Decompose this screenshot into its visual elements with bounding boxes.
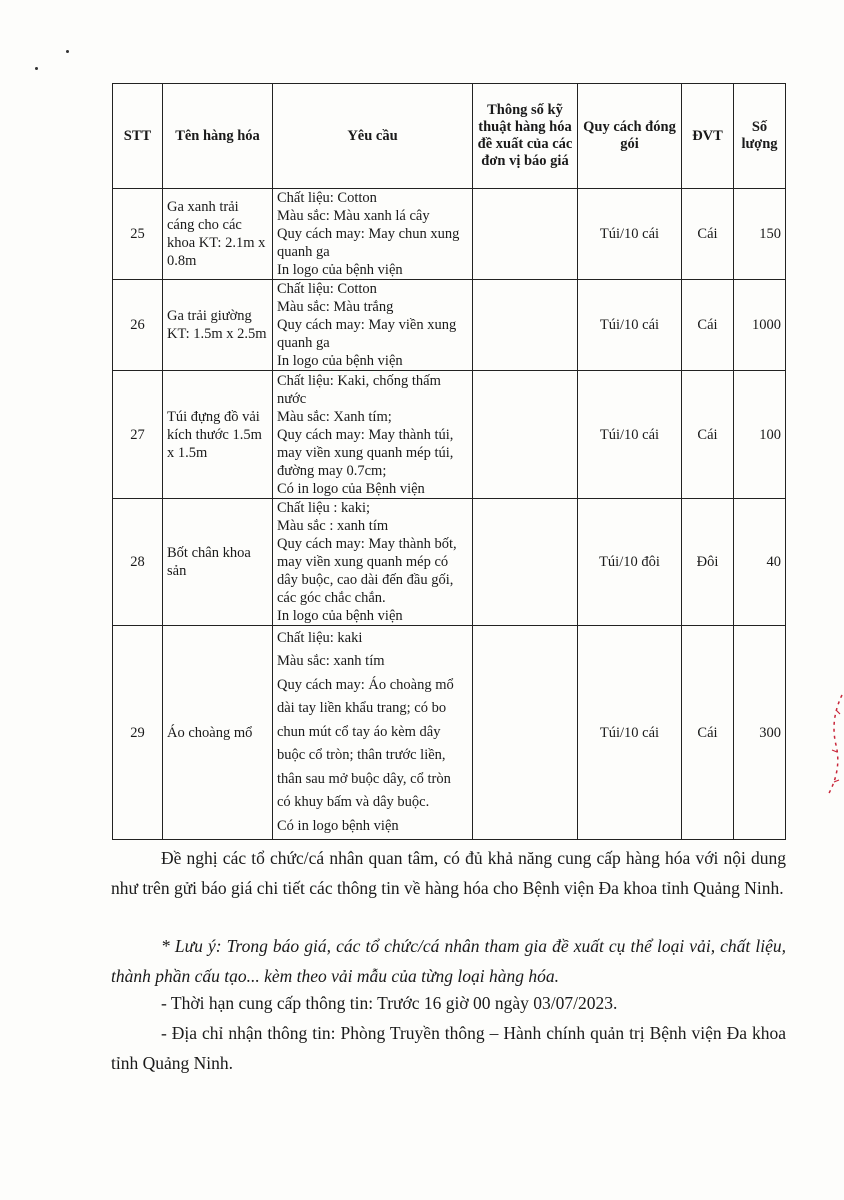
requirement-line: Màu sắc: xanh tím [277, 653, 385, 670]
header-name: Tên hàng hóa [163, 84, 273, 189]
requirement-line: Chất liệu: Cotton [277, 190, 377, 206]
cell-unit: Đôi [682, 499, 734, 626]
requirement-line: Màu sắc: Màu xanh lá cây [277, 208, 430, 224]
requirement-line: Quy cách may: May viền xung quanh ga [277, 317, 457, 351]
cell-quantity: 100 [734, 371, 786, 499]
cell-packaging: Túi/10 cái [578, 189, 682, 280]
cell-name: Túi đựng đồ vải kích thước 1.5m x 1.5m [163, 371, 273, 499]
requirement-line: Có in logo bệnh viện [277, 817, 399, 834]
cell-stt: 27 [113, 371, 163, 499]
header-requirements: Yêu cầu [273, 84, 473, 189]
table-row [113, 189, 786, 280]
requirement-line: Chất liệu: kaki [277, 629, 363, 646]
requirement-line: In logo của bệnh viện [277, 262, 403, 278]
header-stt: STT [113, 84, 163, 189]
requirement-line: Quy cách may: Áo choàng mổ dài tay liền khẩu trang; có bo chun mút cổ tay áo kèm dây buộc cổ tròn; thân trước liền, thân sau mở buộc dây, cổ tròn có khuy bấm và dây buộc. [277, 676, 454, 811]
cell-name: Bốt chân khoa sản [163, 499, 273, 626]
cell-name: Ga xanh trải cáng cho các khoa KT: 2.1m x 0.8m [163, 189, 273, 280]
requirement-line: Chất liệu: Cotton [277, 281, 377, 297]
cell-quantity: 150 [734, 189, 786, 280]
cell-requirements [273, 499, 473, 626]
table-row [113, 280, 786, 371]
cell-unit: Cái [682, 371, 734, 499]
table-row [113, 371, 786, 499]
requirement-line: Màu sắc : xanh tím [277, 518, 389, 534]
cell-name: Áo choàng mổ [163, 626, 273, 840]
cell-spec [473, 280, 578, 371]
requirement-line: Quy cách may: May chun xung quanh ga [277, 226, 460, 260]
note-paragraph: * Lưu ý: Trong báo giá, các tổ chức/cá nhân tham gia đề xuất cụ thể loại vải, chất liệu, thành phần cấu tạo... kèm theo vải mẫu của từng loại hàng hóa. [111, 936, 786, 986]
cell-unit: Cái [682, 189, 734, 280]
header-packaging: Quy cách đóng gói [578, 84, 682, 189]
requirement-line: Chất liệu : kaki; [277, 500, 371, 516]
cell-unit: Cái [682, 626, 734, 840]
cell-quantity: 300 [734, 626, 786, 840]
requirement-line: In logo của bệnh viện [277, 353, 403, 369]
requirement-line: Màu sắc: Xanh tím; [277, 408, 392, 425]
request-paragraph: Đề nghị các tổ chức/cá nhân quan tâm, có đủ khả năng cung cấp hàng hóa với nội dung như trên gửi báo giá chi tiết các thông tin về hàng hóa cho Bệnh viện Đa khoa tỉnh Quảng Ninh. [111, 848, 786, 898]
scan-speck [66, 50, 69, 53]
cell-packaging: Túi/10 đôi [578, 499, 682, 626]
deadline-paragraph: - Thời hạn cung cấp thông tin: Trước 16 giờ 00 ngày 03/07/2023. [161, 993, 618, 1013]
table-header-row [113, 84, 786, 189]
requirement-line: In logo của bệnh viện [277, 608, 403, 624]
table-row [113, 499, 786, 626]
scan-speck [35, 67, 38, 70]
address-paragraph: - Địa chỉ nhận thông tin: Phòng Truyền thông – Hành chính quản trị Bệnh viện Đa khoa tỉnh Quảng Ninh. [111, 1023, 786, 1073]
cell-name: Ga trải giường KT: 1.5m x 2.5m [163, 280, 273, 371]
header-spec: Thông số kỹ thuật hàng hóa đề xuất của các đơn vị báo giá [473, 84, 578, 189]
header-quantity: Số lượng [734, 84, 786, 189]
requirement-line: Quy cách may: May thành bốt, may viền xung quanh mép có dây buộc, cao dài đến đầu gối, các góc chắc chắn. [277, 536, 457, 606]
cell-spec [473, 499, 578, 626]
header-unit: ĐVT [682, 84, 734, 189]
cell-requirements [273, 371, 473, 499]
cell-unit: Cái [682, 280, 734, 371]
requirement-line: Màu sắc: Màu trắng [277, 299, 394, 315]
cell-spec [473, 189, 578, 280]
requirement-line: Chất liệu: Kaki, chống thấm nước [277, 372, 441, 407]
cell-packaging: Túi/10 cái [578, 280, 682, 371]
requirement-line: Có in logo của Bệnh viện [277, 480, 425, 497]
cell-requirements [273, 189, 473, 280]
cell-stt: 28 [113, 499, 163, 626]
cell-stt: 26 [113, 280, 163, 371]
cell-stt: 25 [113, 189, 163, 280]
cell-requirements [273, 280, 473, 371]
cell-packaging: Túi/10 cái [578, 626, 682, 840]
requirement-line: Quy cách may: May thành túi, may viền xung quanh mép túi, đường may 0.7cm; [277, 426, 454, 479]
goods-table [112, 83, 786, 840]
cell-spec [473, 371, 578, 499]
cell-stt: 29 [113, 626, 163, 840]
cell-packaging: Túi/10 cái [578, 371, 682, 499]
cell-quantity: 1000 [734, 280, 786, 371]
cell-quantity: 40 [734, 499, 786, 626]
cell-requirements [273, 626, 473, 840]
cell-spec [473, 626, 578, 840]
table-row [113, 626, 786, 840]
seal-edge-mark [822, 690, 844, 800]
